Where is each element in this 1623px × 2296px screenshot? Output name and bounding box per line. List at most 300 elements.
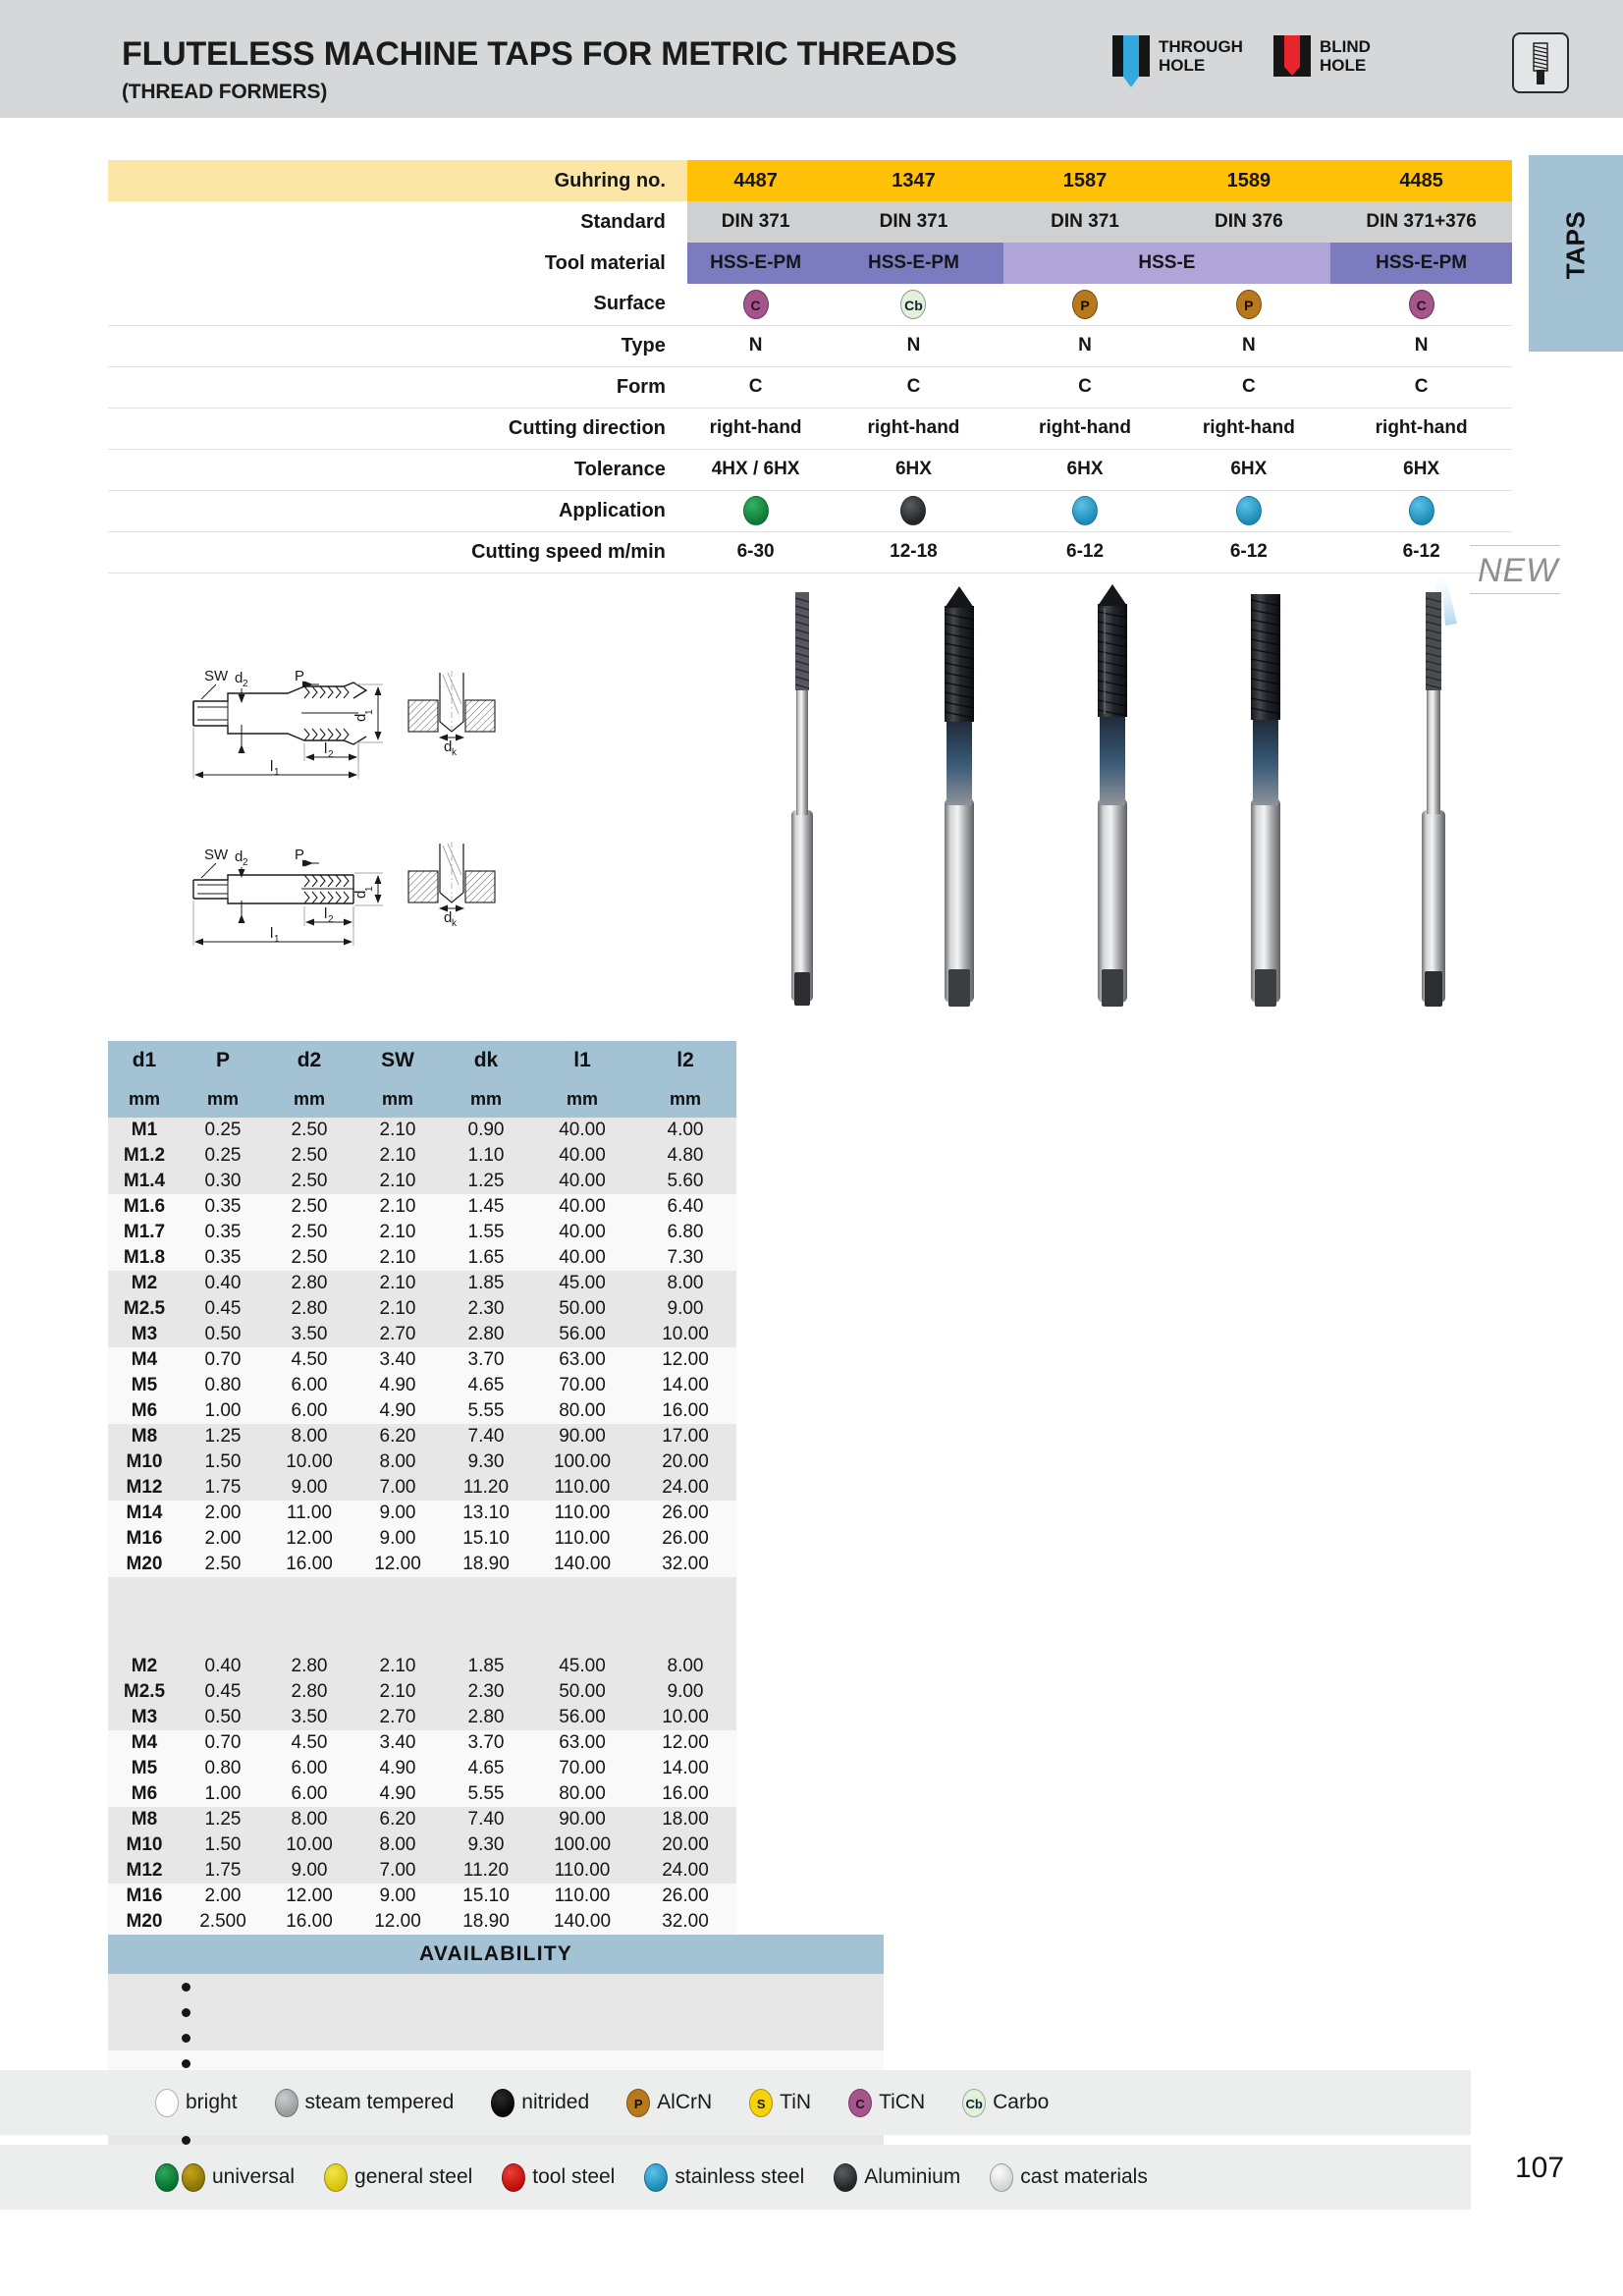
table-row (108, 1373, 736, 1398)
tap-photo-1 (791, 592, 813, 1006)
cell-value: 0.45 (204, 1298, 242, 1319)
cell-value: 6.20 (379, 1426, 416, 1447)
page-header (0, 0, 1623, 118)
cell-value: 6.00 (291, 1783, 328, 1804)
cell-value: 0.30 (204, 1171, 242, 1191)
form-2: C (824, 366, 1002, 408)
cell-value: 20.00 (662, 1451, 709, 1472)
table-row (108, 1398, 736, 1424)
cell-thread-size: M1.8 (123, 1247, 166, 1268)
legend-material-icon (155, 2163, 179, 2192)
svg-text:SW: SW (204, 668, 229, 684)
cell-value: 5.55 (467, 1783, 505, 1804)
cell-value: 2.30 (467, 1681, 505, 1702)
legend-surface-label: nitrided (521, 2091, 590, 2113)
availability-dot-full (182, 2059, 190, 2068)
through-hole-line2: HOLE (1159, 56, 1206, 75)
cell-value: 80.00 (559, 1783, 606, 1804)
cell-value: 2.70 (379, 1324, 416, 1344)
col-l2: l2 (634, 1041, 736, 1080)
cell-value: 1.00 (204, 1783, 242, 1804)
cell-value: 9.00 (291, 1477, 328, 1498)
cell-value: 0.50 (204, 1707, 242, 1727)
unit-dk: mm (442, 1080, 530, 1118)
cell-value: 3.40 (379, 1349, 416, 1370)
spec-label-tool-material: Tool material (544, 251, 666, 274)
cell-value: 1.50 (204, 1834, 242, 1855)
cell-value: 0.25 (204, 1120, 242, 1140)
cell-value: 0.35 (204, 1247, 242, 1268)
col-sw: SW (353, 1041, 442, 1080)
page-subtitle: (THREAD FORMERS) (122, 81, 328, 103)
cell-value: 56.00 (559, 1324, 606, 1344)
cell-value: 1.55 (467, 1222, 505, 1242)
table-row (108, 1347, 736, 1373)
cell-value: 70.00 (559, 1375, 606, 1395)
cell-thread-size: M12 (126, 1477, 163, 1498)
col-dk: dk (442, 1041, 530, 1080)
cell-value: 40.00 (559, 1196, 606, 1217)
blind-hole-icon (1273, 35, 1311, 77)
cell-value: 2.30 (467, 1298, 505, 1319)
cell-value: 17.00 (662, 1426, 709, 1447)
cell-thread-size: M2 (131, 1273, 158, 1293)
availability-row (108, 2025, 884, 2050)
cell-value: 4.90 (379, 1758, 416, 1778)
cell-value: 9.00 (291, 1860, 328, 1881)
through-hole-badge (1112, 35, 1243, 77)
alcrn-icon-1: P (1072, 290, 1098, 319)
spec-label-type: Type (108, 325, 687, 366)
availability-dot-full (182, 2034, 190, 2043)
application-3 (1003, 490, 1167, 531)
cell-value: 26.00 (662, 1886, 709, 1906)
legend-surface-label: steam tempered (304, 2091, 455, 2113)
cell-value: 40.00 (559, 1120, 606, 1140)
availability-cell (573, 1999, 729, 2025)
cell-value: 100.00 (553, 1834, 612, 1855)
guhring-no-4: 1589 (1166, 160, 1330, 201)
cell-value: 16.00 (286, 1911, 333, 1932)
spec-label-application: Application (108, 490, 687, 531)
table-row (108, 1322, 736, 1347)
cell-value: 50.00 (559, 1681, 606, 1702)
cell-value: 8.00 (667, 1273, 704, 1293)
cell-value: 6.00 (291, 1758, 328, 1778)
specification-table (108, 160, 1512, 574)
standard-2: DIN 371 (824, 201, 1002, 243)
cell-value: 3.70 (467, 1349, 505, 1370)
tap-photo-4 (1251, 594, 1280, 1007)
cell-value: 9.00 (379, 1503, 416, 1523)
page-title: FLUTELESS MACHINE TAPS FOR METRIC THREADS (122, 35, 957, 73)
table-row (108, 1884, 736, 1909)
application-dot-blue-1 (1072, 496, 1098, 525)
cell-value: 2.80 (467, 1707, 505, 1727)
cell-value: 16.00 (286, 1554, 333, 1574)
cell-value: 90.00 (559, 1426, 606, 1447)
table-row (108, 1909, 736, 1935)
legend-surface-icon (491, 2089, 514, 2117)
cell-thread-size: M16 (126, 1528, 163, 1549)
cell-value: 56.00 (559, 1707, 606, 1727)
new-badge-line-top (1470, 545, 1560, 546)
cell-thread-size: M3 (131, 1707, 158, 1727)
unit-sw: mm (353, 1080, 442, 1118)
cell-thread-size: M1.6 (123, 1196, 166, 1217)
through-hole-line1: THROUGH (1159, 36, 1243, 56)
cell-value: 0.25 (204, 1145, 242, 1166)
standard-3: DIN 371 (1003, 201, 1167, 243)
cell-thread-size: M10 (126, 1834, 163, 1855)
type-3: N (1003, 325, 1167, 366)
through-hole-label (1159, 37, 1243, 75)
cell-value: 1.75 (204, 1477, 242, 1498)
cell-value: 20.00 (662, 1834, 709, 1855)
cell-value: 40.00 (559, 1247, 606, 1268)
cell-value: 1.25 (204, 1426, 242, 1447)
cell-value: 4.90 (379, 1375, 416, 1395)
legend-material-item (324, 2163, 472, 2192)
svg-text:d: d (352, 713, 369, 722)
legend-surface-label: bright (186, 2091, 238, 2113)
form-3: C (1003, 366, 1167, 408)
cell-value: 11.20 (462, 1477, 510, 1498)
tool-material-1: HSS-E-PM (687, 243, 824, 284)
legend-material-item (834, 2163, 960, 2192)
cell-value: 4.65 (467, 1375, 505, 1395)
legend-surface-label: Carbo (993, 2091, 1050, 2113)
blind-hole-label (1320, 37, 1371, 75)
table-row (108, 1169, 736, 1194)
svg-text:SW: SW (204, 847, 229, 863)
table-row (108, 1271, 736, 1296)
cell-value: 2.50 (291, 1171, 328, 1191)
cell-value: 9.00 (379, 1528, 416, 1549)
legend-surface-icon: C (848, 2089, 872, 2117)
cell-value: 18.90 (462, 1554, 510, 1574)
availability-cell (263, 2025, 418, 2050)
svg-text:2: 2 (328, 749, 334, 760)
legend-material-label: tool steel (532, 2165, 616, 2188)
availability-row (108, 1974, 884, 1999)
table-row (108, 1756, 736, 1781)
cell-value: 5.55 (467, 1400, 505, 1421)
cell-value: 16.00 (662, 1400, 709, 1421)
unit-p: mm (181, 1080, 265, 1118)
svg-text:d: d (352, 890, 369, 899)
table-row (108, 1705, 736, 1730)
cell-value: 9.00 (667, 1298, 704, 1319)
tap-photo-5 (1422, 574, 1457, 1007)
svg-text:l: l (270, 925, 274, 942)
legend-surface-icon (275, 2089, 298, 2117)
svg-text:1: 1 (364, 709, 375, 715)
legend-surface-icon (155, 2089, 179, 2117)
availability-dot-full (182, 2136, 190, 2145)
dim-header-row (108, 1041, 736, 1080)
cell-thread-size: M20 (126, 1554, 163, 1574)
table-row (108, 1858, 736, 1884)
cell-value: 0.70 (204, 1349, 242, 1370)
cutting-speed-3: 6-12 (1003, 531, 1167, 573)
legend-material-label: cast materials (1020, 2165, 1148, 2188)
tap-photo-3 (1098, 584, 1127, 1007)
cell-value: 2.70 (379, 1707, 416, 1727)
spec-label-tolerance: Tolerance (108, 449, 687, 490)
cell-value: 80.00 (559, 1400, 606, 1421)
tolerance-2: 6HX (824, 449, 1002, 490)
cell-thread-size: M20 (126, 1911, 163, 1932)
through-hole-icon (1112, 35, 1150, 77)
table-row (108, 1220, 736, 1245)
cutting-speed-4: 6-12 (1166, 531, 1330, 573)
form-4: C (1166, 366, 1330, 408)
cell-thread-size: M6 (131, 1400, 158, 1421)
legend-surface-icon: S (749, 2089, 773, 2117)
unit-d2: mm (265, 1080, 353, 1118)
cutting-direction-3: right-hand (1003, 408, 1167, 449)
spec-row-surface (108, 284, 1512, 325)
availability-cell (418, 2025, 573, 2050)
cell-value: 45.00 (559, 1656, 606, 1676)
cell-value: 2.00 (204, 1886, 242, 1906)
cell-value: 18.00 (662, 1809, 709, 1830)
cell-thread-size: M16 (126, 1886, 163, 1906)
cell-value: 2.50 (204, 1554, 242, 1574)
spec-row-tolerance (108, 449, 1512, 490)
svg-text:d: d (444, 738, 453, 755)
application-2 (824, 490, 1002, 531)
cell-value: 4.50 (291, 1349, 328, 1370)
cell-value: 4.00 (667, 1120, 704, 1140)
cell-thread-size: M1.2 (123, 1145, 166, 1166)
svg-text:k: k (452, 918, 457, 929)
cell-value: 7.00 (379, 1860, 416, 1881)
availability-header: AVAILABILITY (108, 1935, 884, 1974)
application-dot-blue-2 (1236, 496, 1262, 525)
cell-value: 2.50 (291, 1247, 328, 1268)
cell-value: 110.00 (554, 1503, 611, 1523)
spec-label-standard: Standard (580, 210, 666, 233)
legend-material-icon (502, 2163, 525, 2192)
table-row (108, 1143, 736, 1169)
tap-tool-icon (1512, 32, 1569, 93)
cell-value: 0.40 (204, 1273, 242, 1293)
cell-value: 1.25 (204, 1809, 242, 1830)
cell-value: 6.00 (291, 1400, 328, 1421)
cell-value: 14.00 (662, 1375, 709, 1395)
spec-label-guhring-no: Guhring no. (108, 160, 687, 201)
guhring-no-2: 1347 (824, 160, 1002, 201)
side-tab-taps[interactable] (1529, 155, 1623, 352)
availability-cell (729, 1999, 884, 2025)
legend-surface-item (749, 2089, 811, 2117)
cell-value: 0.70 (204, 1732, 242, 1753)
cell-value: 12.00 (286, 1528, 333, 1549)
cell-value: 2.50 (291, 1222, 328, 1242)
cell-thread-size: M10 (126, 1451, 163, 1472)
cutting-direction-4: right-hand (1166, 408, 1330, 449)
cell-value: 9.00 (667, 1681, 704, 1702)
legend-surface-icon: Cb (962, 2089, 986, 2117)
legend-material-label: Aluminium (864, 2165, 961, 2188)
cell-value: 1.65 (467, 1247, 505, 1268)
legend-material-item (644, 2163, 804, 2192)
legend-surface-item (155, 2089, 238, 2117)
cell-value: 100.00 (553, 1451, 612, 1472)
cell-value: 1.75 (204, 1860, 242, 1881)
cell-thread-size: M8 (131, 1426, 158, 1447)
cell-value: 11.20 (462, 1860, 510, 1881)
cell-thread-size: M1 (131, 1120, 158, 1140)
cell-value: 4.90 (379, 1400, 416, 1421)
cell-value: 13.10 (462, 1503, 510, 1523)
cell-value: 70.00 (559, 1758, 606, 1778)
legend-material-label: stainless steel (675, 2165, 805, 2188)
cell-value: 1.45 (467, 1196, 505, 1217)
cell-value: 1.85 (467, 1273, 505, 1293)
legend-surface-item (491, 2089, 589, 2117)
cell-value: 15.10 (462, 1886, 510, 1906)
cell-value: 40.00 (559, 1171, 606, 1191)
new-badge: NEW (1478, 552, 1559, 589)
tap-photo-2 (945, 586, 974, 1007)
spec-row-form (108, 366, 1512, 408)
cell-thread-size: M5 (131, 1758, 158, 1778)
cell-value: 12.00 (286, 1886, 333, 1906)
svg-text:1: 1 (274, 934, 280, 945)
legend-surface-item (962, 2089, 1049, 2117)
tolerance-3: 6HX (1003, 449, 1167, 490)
table-row (108, 1296, 736, 1322)
table-row (108, 1781, 736, 1807)
svg-text:d: d (444, 909, 453, 926)
tolerance-1: 4HX / 6HX (687, 449, 824, 490)
availability-cell (418, 1999, 573, 2025)
tool-material-3: HSS-E (1003, 243, 1331, 284)
cell-value: 6.20 (379, 1809, 416, 1830)
cell-value: 1.10 (467, 1145, 505, 1166)
table-row (108, 1832, 736, 1858)
svg-text:2: 2 (328, 914, 334, 925)
cell-value: 7.40 (467, 1426, 505, 1447)
cell-value: 8.00 (379, 1834, 416, 1855)
bottom-bar (0, 2210, 1623, 2296)
col-d1: d1 (108, 1041, 181, 1080)
spec-label-cutting-speed: Cutting speed m/min (108, 531, 687, 573)
cell-value: 0.45 (204, 1681, 242, 1702)
cell-value: 140.00 (553, 1911, 612, 1932)
cell-thread-size: M3 (131, 1324, 158, 1344)
legend-material-icon (644, 2163, 668, 2192)
cell-value: 2.80 (291, 1656, 328, 1676)
legend-material-item (990, 2163, 1148, 2192)
availability-row (108, 1999, 884, 2025)
spec-row-standard (108, 201, 1512, 243)
legend-material-label: general steel (354, 2165, 473, 2188)
tool-material-2: HSS-E-PM (824, 243, 1002, 284)
table-row (108, 1526, 736, 1552)
cell-value: 24.00 (662, 1477, 709, 1498)
cell-value: 8.00 (291, 1426, 328, 1447)
cell-value: 45.00 (559, 1273, 606, 1293)
cell-value: 90.00 (559, 1809, 606, 1830)
cell-value: 0.40 (204, 1656, 242, 1676)
legend-material-item (502, 2163, 615, 2192)
legend-material-item (155, 2163, 295, 2192)
cell-value: 7.00 (379, 1477, 416, 1498)
svg-text:d: d (235, 848, 243, 865)
cell-value: 2.50 (291, 1196, 328, 1217)
cell-value: 12.00 (662, 1732, 709, 1753)
cell-value: 40.00 (559, 1145, 606, 1166)
availability-cell (263, 1974, 418, 1999)
application-dot-black (900, 496, 926, 525)
cell-value: 4.65 (467, 1758, 505, 1778)
cell-value: 4.80 (667, 1145, 704, 1166)
cell-thread-size: M1.7 (123, 1222, 166, 1242)
cutting-direction-5: right-hand (1330, 408, 1512, 449)
table-row (108, 1118, 736, 1143)
cell-value: 2.50 (291, 1120, 328, 1140)
cell-value: 2.10 (379, 1298, 416, 1319)
cell-value: 26.00 (662, 1503, 709, 1523)
table-row (108, 1654, 736, 1679)
cell-value: 10.00 (286, 1834, 333, 1855)
svg-text:P: P (295, 847, 305, 863)
legend-material-icon-secondary (182, 2163, 205, 2192)
table-row (108, 1245, 736, 1271)
cell-value: 63.00 (559, 1349, 606, 1370)
cell-thread-size: M8 (131, 1809, 158, 1830)
cell-value: 10.00 (286, 1451, 333, 1472)
cutting-direction-1: right-hand (687, 408, 824, 449)
cell-value: 18.90 (462, 1911, 510, 1932)
svg-text:l: l (270, 758, 274, 775)
unit-d1: mm (108, 1080, 181, 1118)
cell-value: 3.40 (379, 1732, 416, 1753)
cell-value: 2.80 (291, 1298, 328, 1319)
cell-value: 2.80 (467, 1324, 505, 1344)
cell-value: 6.00 (291, 1375, 328, 1395)
table-row (108, 1730, 736, 1756)
svg-text:2: 2 (243, 857, 248, 868)
cell-value: 2.00 (204, 1528, 242, 1549)
cell-value: 3.70 (467, 1732, 505, 1753)
dimension-table-left (108, 1041, 736, 1935)
type-5: N (1330, 325, 1512, 366)
cell-value: 110.00 (554, 1477, 611, 1498)
cell-value: 0.35 (204, 1222, 242, 1242)
table-row (108, 1552, 736, 1577)
cell-value: 2.00 (204, 1503, 242, 1523)
cell-thread-size: M1.4 (123, 1171, 166, 1191)
guhring-no-1: 4487 (687, 160, 824, 201)
legend-surface-item (275, 2089, 455, 2117)
table-row (108, 1679, 736, 1705)
application-dot-green (743, 496, 769, 525)
cell-value: 2.10 (379, 1681, 416, 1702)
svg-text:k: k (452, 747, 457, 758)
application-1 (687, 490, 824, 531)
table-row (108, 1449, 736, 1475)
alcrn-icon-2: P (1236, 290, 1262, 319)
cutting-speed-1: 6-30 (687, 531, 824, 573)
application-4 (1166, 490, 1330, 531)
cell-thread-size: M2.5 (123, 1681, 166, 1702)
cell-value: 24.00 (662, 1860, 709, 1881)
